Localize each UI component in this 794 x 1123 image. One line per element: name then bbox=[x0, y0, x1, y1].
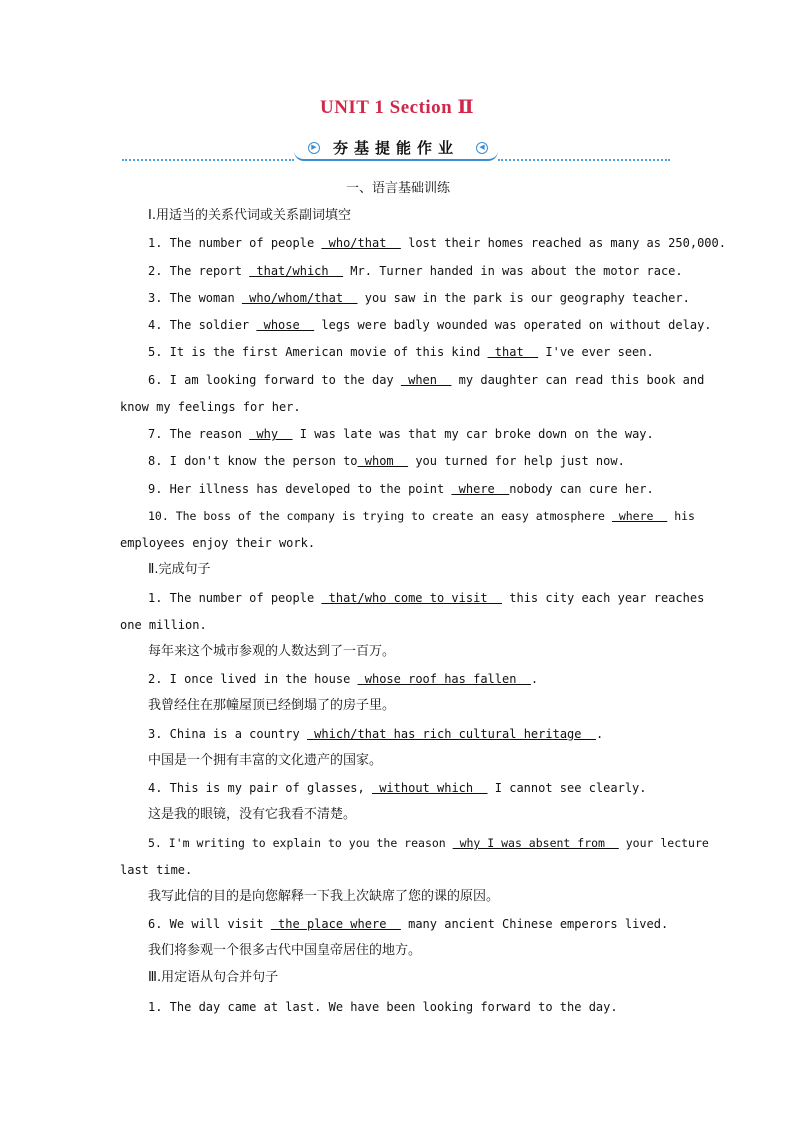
chinese-translation: 每年来这个城市参观的人数达到了一百万。 bbox=[148, 644, 396, 659]
exercise-item: 2. I once lived in the house whose roof has fallen . bbox=[148, 672, 539, 686]
exercise-item-continued: employees enjoy their work. bbox=[120, 536, 316, 550]
chinese-translation: 我曾经住在那幢屋顶已经倒塌了的房子里。 bbox=[148, 698, 396, 713]
exercise-item: 5. I'm writing to explain to you the reason why I was absent from your lecture bbox=[148, 836, 709, 850]
answer-blank: the place where bbox=[270, 917, 401, 931]
answer-blank: where bbox=[611, 509, 668, 523]
chinese-translation: 中国是一个拥有丰富的文化遗产的国家。 bbox=[148, 753, 383, 768]
section-title: 一、语言基础训练 bbox=[345, 181, 450, 196]
answer-blank: whom bbox=[357, 454, 409, 468]
chinese-translation: 这是我的眼镜，没有它我看不清楚。 bbox=[148, 807, 357, 822]
exercise-item: 7. The reason why I was late was that my car broke down on the way. bbox=[148, 427, 654, 441]
answer-blank: where bbox=[451, 482, 510, 496]
answer-blank: that bbox=[487, 345, 539, 359]
answer-blank: who/that bbox=[321, 236, 401, 250]
exercise-item: 10. The boss of the company is trying to create an easy atmosphere where his bbox=[148, 509, 695, 523]
part2-heading: Ⅱ.完成句子 bbox=[148, 562, 211, 577]
exercise-item: 2. The report that/which Mr. Turner handed in was about the motor race. bbox=[148, 264, 683, 278]
part1-heading: Ⅰ.用适当的关系代词或关系副词填空 bbox=[148, 208, 351, 223]
exercise-item-continued: one million. bbox=[120, 618, 207, 632]
exercise-item: 1. The number of people that/who come to visit this city each year reaches bbox=[148, 591, 705, 605]
exercise-item: 1. The number of people who/that lost their homes reached as many as 250,000. bbox=[148, 236, 726, 250]
exercise-item: 3. China is a country which/that has rich cultural heritage . bbox=[148, 727, 604, 741]
answer-blank: whose roof has fallen bbox=[357, 672, 531, 686]
answer-blank: which/that has rich cultural heritage bbox=[306, 727, 596, 741]
answer-blank: that/who come to visit bbox=[321, 591, 503, 605]
chinese-translation: 我们将参观一个很多古代中国皇帝居住的地方。 bbox=[148, 943, 422, 958]
play-right-icon: ▶ bbox=[308, 142, 320, 154]
exercise-item: 8. I don't know the person to whom you turned for help just now. bbox=[148, 454, 625, 468]
exercise-item: 4. This is my pair of glasses, without which I cannot see clearly. bbox=[148, 781, 647, 795]
exercise-item: 1. The day came at last. We have been looking forward to the day. bbox=[148, 1000, 618, 1014]
exercise-item-continued: know my feelings for her. bbox=[120, 400, 301, 414]
part3-heading: Ⅲ.用定语从句合并句子 bbox=[148, 970, 279, 985]
exercise-item-continued: last time. bbox=[120, 863, 193, 877]
answer-blank: whose bbox=[256, 318, 315, 332]
answer-blank: why I was absent from bbox=[452, 836, 619, 850]
answer-blank: why bbox=[249, 427, 293, 441]
exercise-item: 9. Her illness has developed to the point where nobody can cure her. bbox=[148, 482, 654, 496]
banner-dotted-line-right bbox=[498, 159, 670, 161]
banner-text: 夯基提能作业 bbox=[332, 139, 459, 157]
exercise-item: 5. It is the first American movie of this kind that I've ever seen. bbox=[148, 345, 654, 359]
page-title: UNIT 1 Section Ⅱ bbox=[319, 97, 475, 118]
exercise-item: 4. The soldier whose legs were badly wounded was operated on without delay. bbox=[148, 318, 712, 332]
play-left-icon: ◀ bbox=[476, 142, 488, 154]
answer-blank: that/which bbox=[249, 264, 344, 278]
answer-blank: without which bbox=[371, 781, 488, 795]
banner-dotted-line-left bbox=[122, 159, 294, 161]
answer-blank: who/whom/that bbox=[241, 291, 358, 305]
chinese-translation: 我写此信的目的是向您解释一下我上次缺席了您的课的原因。 bbox=[148, 889, 500, 904]
exercise-item: 6. I am looking forward to the day when my daughter can read this book and bbox=[148, 373, 705, 387]
homework-banner bbox=[122, 139, 670, 161]
exercise-item: 3. The woman who/whom/that you saw in the park is our geography teacher. bbox=[148, 291, 690, 305]
answer-blank: when bbox=[400, 373, 452, 387]
exercise-item: 6. We will visit the place where many ancient Chinese emperors lived. bbox=[148, 917, 669, 931]
